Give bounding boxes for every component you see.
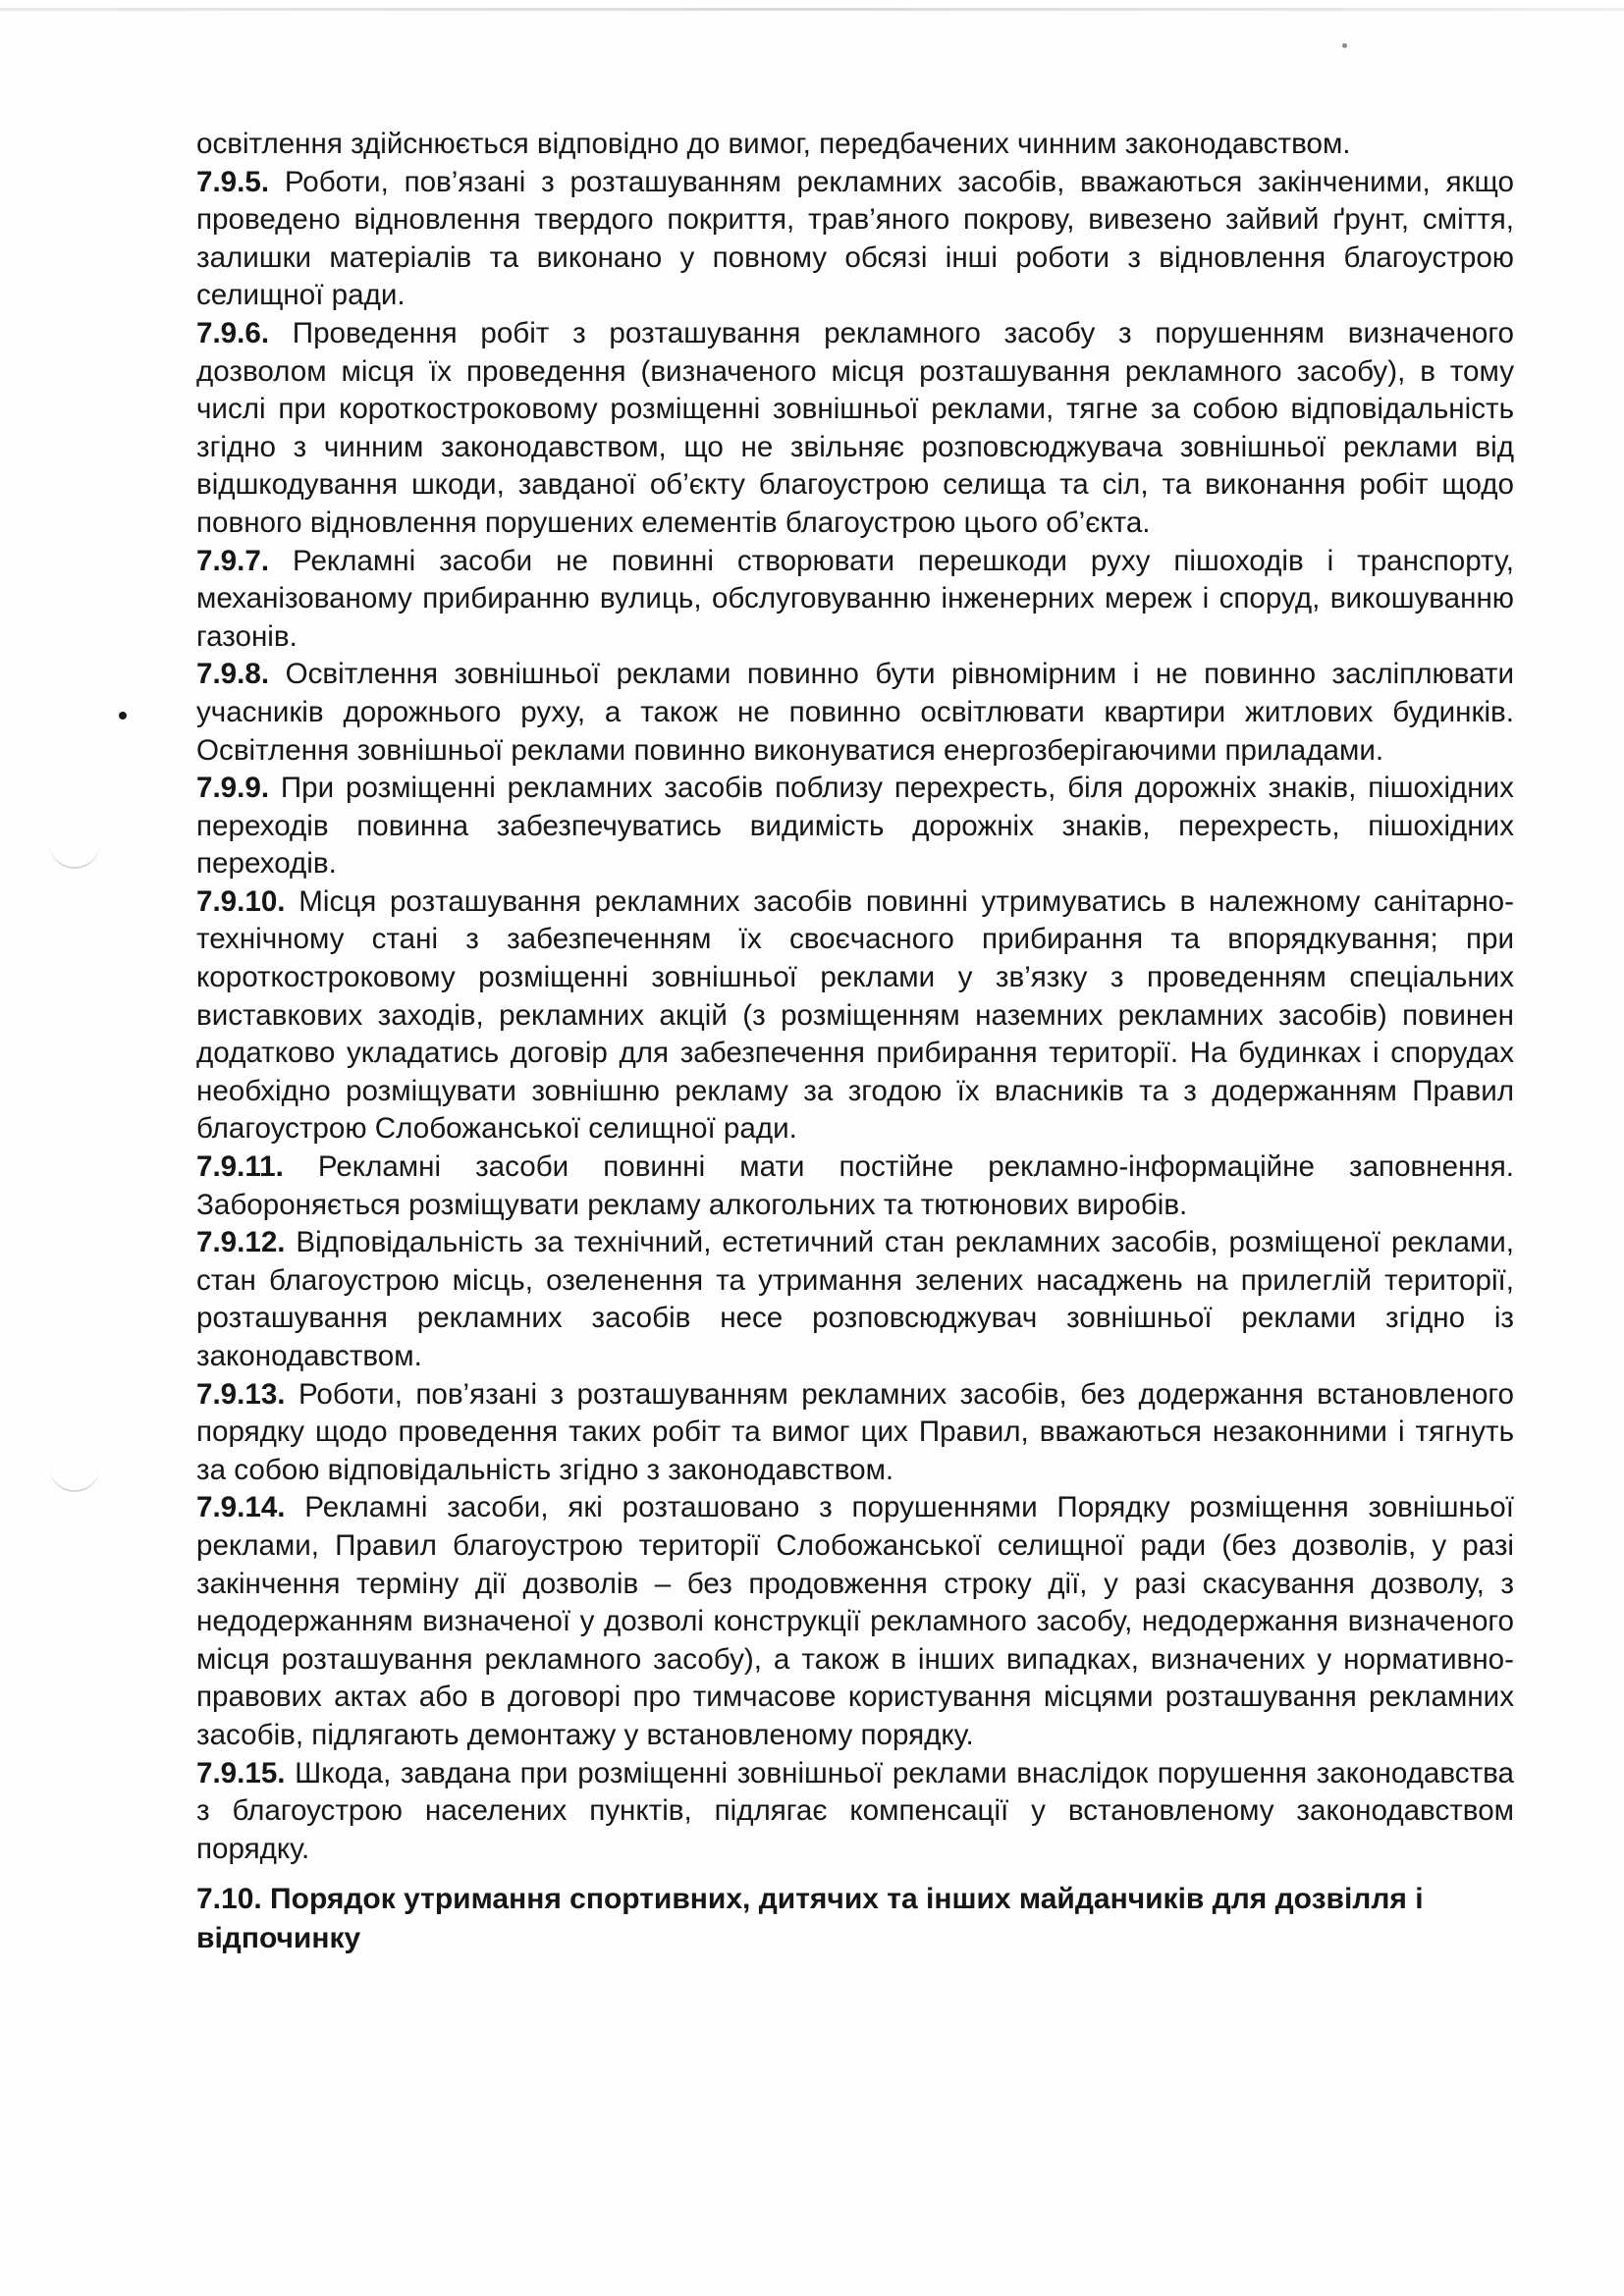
clause-text: Рекламні засоби повинні мати постійне рекламно-інформаційне заповнення. Забороняється розміщувати рекламу алкогольних та тютюнових виробів. [196,1150,1514,1221]
clause-text: Проведення робіт з розташування рекламного засобу з порушенням визначеного дозволом місця їх проведення (визначеного місця розташування рекламного засобу), в тому числі при короткостроковому розміщенні зовнішньої реклами, тягне за собою відповідальність згідно з чинним законодавством, що не звільняє розповсюджувача зовнішньої реклами від відшкодування шкоди, завданої об’єкту благоустрою селища та сіл, та виконання робіт щодо повного відновлення порушених елементів благоустрою цього об’єкта. [196,316,1514,539]
punch-hole-mark [49,1463,100,1492]
clause-text: Рекламні засоби не повинні створювати перешкоди руху пішоходів і транспорту, механізованому прибиранню вулиць, обслуговуванню інженерних мереж і споруд, викошуванню газонів. [196,544,1514,653]
clause-number: 7.9.13. [196,1377,286,1411]
clause-number: 7.9.11. [196,1150,284,1184]
clause-text: Шкода, завдана при розміщенні зовнішньої реклами внаслідок порушення законодавства з благоустрою населених пунктів, підлягає компенсації у встановленому законодавством порядку. [196,1756,1514,1865]
clause-7-9-15 [196,1755,1514,1869]
clause-7-9-11 [196,1148,1514,1224]
paragraph-continuation [196,126,1514,164]
clause-number: 7.9.6. [196,316,270,349]
clause-7-9-10 [196,883,1514,1148]
clause-7-9-7 [196,543,1514,657]
scan-top-edge [0,8,1624,11]
clause-number: 7.9.7. [196,544,270,577]
punch-hole-mark [49,839,100,869]
paragraph-text: освітлення здійснюється відповідно до вимог, передбачених чинним законодавством. [196,128,1351,160]
clause-text: Відповідальність за технічний, естетичний стан рекламних засобів, розміщеної реклами, стан благоустрою місць, озеленення та утримання зелених насаджень на прилеглій території, розташування рекламних засобів несе розповсюджувач зовнішньої реклами згідно із законодавством. [196,1226,1514,1372]
clause-number: 7.9.14. [196,1491,286,1524]
clause-text: При розміщенні рекламних засобів поблизу перехресть, біля дорожніх знаків, пішохідних переходів повинна забезпечуватись видимість дорожніх знаків, перехресть, пішохідних переходів. [196,772,1514,881]
clause-7-9-12 [196,1224,1514,1375]
clause-7-9-13 [196,1376,1514,1490]
section-heading: 7.10. Порядок утримання спортивних, дитячих та інших майданчиків для дозвілля і відпочинку [196,1883,1424,1955]
clause-number: 7.9.9. [196,772,270,805]
clause-number: 7.9.15. [196,1756,286,1789]
clause-number: 7.9.12. [196,1226,286,1259]
clause-7-9-9 [196,770,1514,883]
clause-text: Місця розташування рекламних засобів повинні утримуватись в належному санітарно-технічному стані з забезпеченням їх своєчасного прибирання та впорядкування; при короткостроковому розміщенні зовнішньої реклами у зв’язку з проведенням спеціальних виставкових заходів, рекламних акцій (з розміщенням наземних рекламних засобів) повинен додатково укладатись договір для забезпечення прибирання території. На будинках і спорудах необхідно розміщувати зовнішню рекламу за згодою їх власників та з додержанням Правил благоустрою Слобожанської селищної ради. [196,884,1514,1146]
scan-speck [1342,43,1347,48]
clause-text: Рекламні засоби, які розташовано з порушеннями Порядку розміщення зовнішньої реклами, Правил благоустрою території Слобожанської селищної ради (без дозволів, у разі закінчення терміну дії дозволів – без продовження строку дії, у разі скасування дозволу, з недодержанням визначеної у дозволі конструкції рекламного засобу, недодержання визначеного місця розташування рекламного засобу), а також в інших випадках, визначених у нормативно-правових актах або в договорі про тимчасове користування місцями розташування рекламних засобів, підлягають демонтажу у встановленому порядку. [196,1491,1514,1751]
clause-7-9-8 [196,656,1514,770]
document-body [196,126,1514,1958]
clause-7-9-6 [196,315,1514,543]
clause-text: Освітлення зовнішньої реклами повинно бути рівномірним і не повинно засліплювати учасників дорожнього руху, а також не повинно освітлювати квартири житлових будинків. Освітлення зовнішньої реклами повинно виконуватися енергозберігаючими приладами. [196,658,1514,767]
clause-7-9-5 [196,164,1514,315]
clause-text: Роботи, пов’язані з розташуванням рекламних засобів, вважаються закінченими, якщо проведено відновлення твердого покриття, трав’яного покрову, вивезено зайвий ґрунт, сміття, залишки матеріалів та виконано у повному обсязі інші роботи з відновлення благоустрою селищної ради. [196,165,1514,312]
clause-7-9-14 [196,1489,1514,1754]
clause-number: 7.9.5. [196,165,270,198]
clause-number: 7.9.8. [196,658,270,691]
clause-text: Роботи, пов’язані з розташуванням рекламних засобів, без додержання встановленого порядку щодо проведення таких робіт та вимог цих Правил, вважаються незаконними і тягнуть за собою відповідальність згідно з законодавством. [196,1377,1514,1486]
clause-number: 7.9.10. [196,884,286,918]
scan-dot [119,712,127,720]
